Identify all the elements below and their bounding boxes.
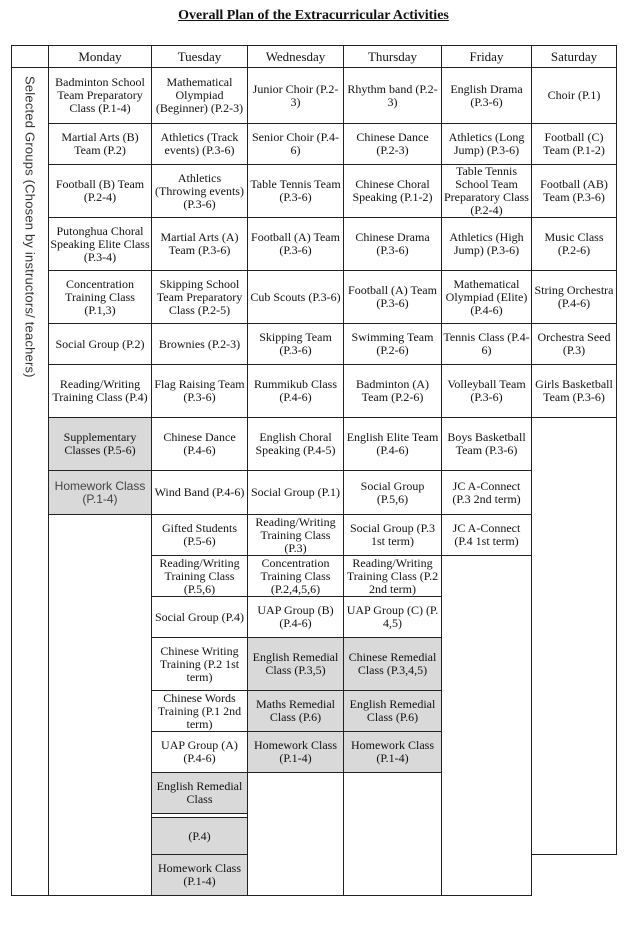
activity-cell: Chinese Words Training (P.1 2nd term) [152,691,248,732]
header-row [12,46,617,68]
activity-cell: UAP Group (B) (P.4-6) [248,597,344,638]
activity-cell: Mathematical Olympiad (Beginner) (P.2-3) [152,68,248,124]
activity-cell: Homework Class (P.1-4) [152,855,248,896]
activity-cell: Athletics (Throwing events) (P.3-6) [152,165,248,218]
activity-cell: Girls Basketball Team (P.3-6) [532,365,617,418]
empty-cell [532,418,617,855]
activity-cell: Volleyball Team (P.3-6) [442,365,532,418]
activity-cell: Table Tennis Team (P.3-6) [248,165,344,218]
day-header-saturday: Saturday [532,46,617,68]
activity-cell: Senior Choir (P.4-6) [248,124,344,165]
activity-cell: Athletics (Long Jump) (P.3-6) [442,124,532,165]
activity-cell: Boys Basketball Team (P.3-6) [442,418,532,471]
day-header-monday: Monday [49,46,152,68]
activity-cell: Badminton School Team Preparatory Class (P.1-4) [49,68,152,124]
side-label-cell [12,68,49,896]
activity-cell: Gifted Students (P.5-6) [152,515,248,556]
activity-cell: Martial Arts (A) Team (P.3-6) [152,218,248,271]
activity-cell: Martial Arts (B) Team (P.2) [49,124,152,165]
activity-cell: Brownies (P.2-3) [152,324,248,365]
activity-cell: Social Group (P.2) [49,324,152,365]
activity-cell: English Remedial Class (P.6) [344,691,442,732]
activity-cell: Choir (P.1) [532,68,617,124]
activity-cell: Chinese Writing Training (P.2 1st term) [152,638,248,691]
activity-cell: Homework Class (P.1-4) [344,732,442,773]
activity-cell: Chinese Dance (P.2-3) [344,124,442,165]
day-header-thursday: Thursday [344,46,442,68]
activity-cell: Concentration Training Class (P.1,3) [49,271,152,324]
empty-cell [49,515,152,896]
activity-cell: Concentration Training Class (P.2,4,5,6) [248,556,344,597]
activity-cell: Music Class (P.2-6) [532,218,617,271]
activity-cell: Chinese Remedial Class (P.3,4,5) [344,638,442,691]
activity-cell: Flag Raising Team (P.3-6) [152,365,248,418]
activity-cell: Chinese Drama (P.3-6) [344,218,442,271]
activity-cell: English Remedial Class (P.3,5) [248,638,344,691]
activity-cell: Chinese Dance (P.4-6) [152,418,248,471]
activity-cell: Social Group (P.5,6) [344,471,442,515]
activity-cell: Putonghua Choral Speaking Elite Class (P.3-4) [49,218,152,271]
activity-cell: Athletics (Track events) (P.3-6) [152,124,248,165]
day-header-friday: Friday [442,46,532,68]
empty-cell [442,556,532,896]
activity-cell: Social Group (P.4) [152,597,248,638]
activity-cell: Badminton (A) Team (P.2-6) [344,365,442,418]
activity-cell: Maths Remedial Class (P.6) [248,691,344,732]
activity-cell: English Elite Team (P.4-6) [344,418,442,471]
empty-cell [344,773,442,896]
activity-cell: Football (A) Team (P.3-6) [248,218,344,271]
activity-cell: Table Tennis School Team Preparatory Class (P.2-4) [442,165,532,218]
activity-cell: Social Group (P.3 1st term) [344,515,442,556]
day-header-wednesday: Wednesday [248,46,344,68]
activity-cell: Skipping School Team Preparatory Class (P.2-5) [152,271,248,324]
empty-cell [248,773,344,896]
side-label: Selected Groups (Chosen by instructors/ teachers) [22,76,38,378]
activity-cell: Swimming Team (P.2-6) [344,324,442,365]
activity-cell: Junior Choir (P.2-3) [248,68,344,124]
activity-cell: English Choral Speaking (P.4-5) [248,418,344,471]
activity-cell: Cub Scouts (P.3-6) [248,271,344,324]
activity-cell: JC A-Connect (P.4 1st term) [442,515,532,556]
activity-cell: Reading/Writing Training Class (P.5,6) [152,556,248,597]
activity-cell: Football (AB) Team (P.3-6) [532,165,617,218]
activity-cell: Reading/Writing Training Class (P.4) [49,365,152,418]
activity-cell: Chinese Choral Speaking (P.1-2) [344,165,442,218]
activity-cell: Rhythm band (P.2-3) [344,68,442,124]
activity-cell: Supplementary Classes (P.5-6) [49,418,152,471]
activity-cell: Football (A) Team (P.3-6) [344,271,442,324]
activity-cell: Reading/Writing Training Class (P.2 2nd term) [344,556,442,597]
activity-cell: English Remedial Class [152,773,248,814]
activity-cell: Skipping Team (P.3-6) [248,324,344,365]
activity-cell: Social Group (P.1) [248,471,344,515]
activity-cell: Homework Class (P.1-4) [248,732,344,773]
activity-cell: JC A-Connect (P.3 2nd term) [442,471,532,515]
activity-cell: Reading/Writing Training Class (P.3) [248,515,344,556]
activity-cell: English Drama (P.3-6) [442,68,532,124]
activity-cell: UAP Group (A) (P.4-6) [152,732,248,773]
page-title: Overall Plan of the Extracurricular Activities [178,8,449,23]
activity-cell: String Orchestra (P.4-6) [532,271,617,324]
activity-cell: Athletics (High Jump) (P.3-6) [442,218,532,271]
activity-cell: Tennis Class (P.4-6) [442,324,532,365]
day-header-tuesday: Tuesday [152,46,248,68]
activity-cell: Football (B) Team (P.2-4) [49,165,152,218]
corner-cell [12,46,49,68]
activity-cell: (P.4) [152,818,248,855]
activities-table [11,45,617,896]
activity-cell: Homework Class (P.1-4) [49,471,152,515]
activity-cell: Rummikub Class (P.4-6) [248,365,344,418]
activity-cell: Football (C) Team (P.1-2) [532,124,617,165]
activity-cell: Orchestra Seed (P.3) [532,324,617,365]
activity-cell: Mathematical Olympiad (Elite) (P.4-6) [442,271,532,324]
activity-cell: UAP Group (C) (P. 4,5) [344,597,442,638]
activity-cell: Wind Band (P.4-6) [152,471,248,515]
